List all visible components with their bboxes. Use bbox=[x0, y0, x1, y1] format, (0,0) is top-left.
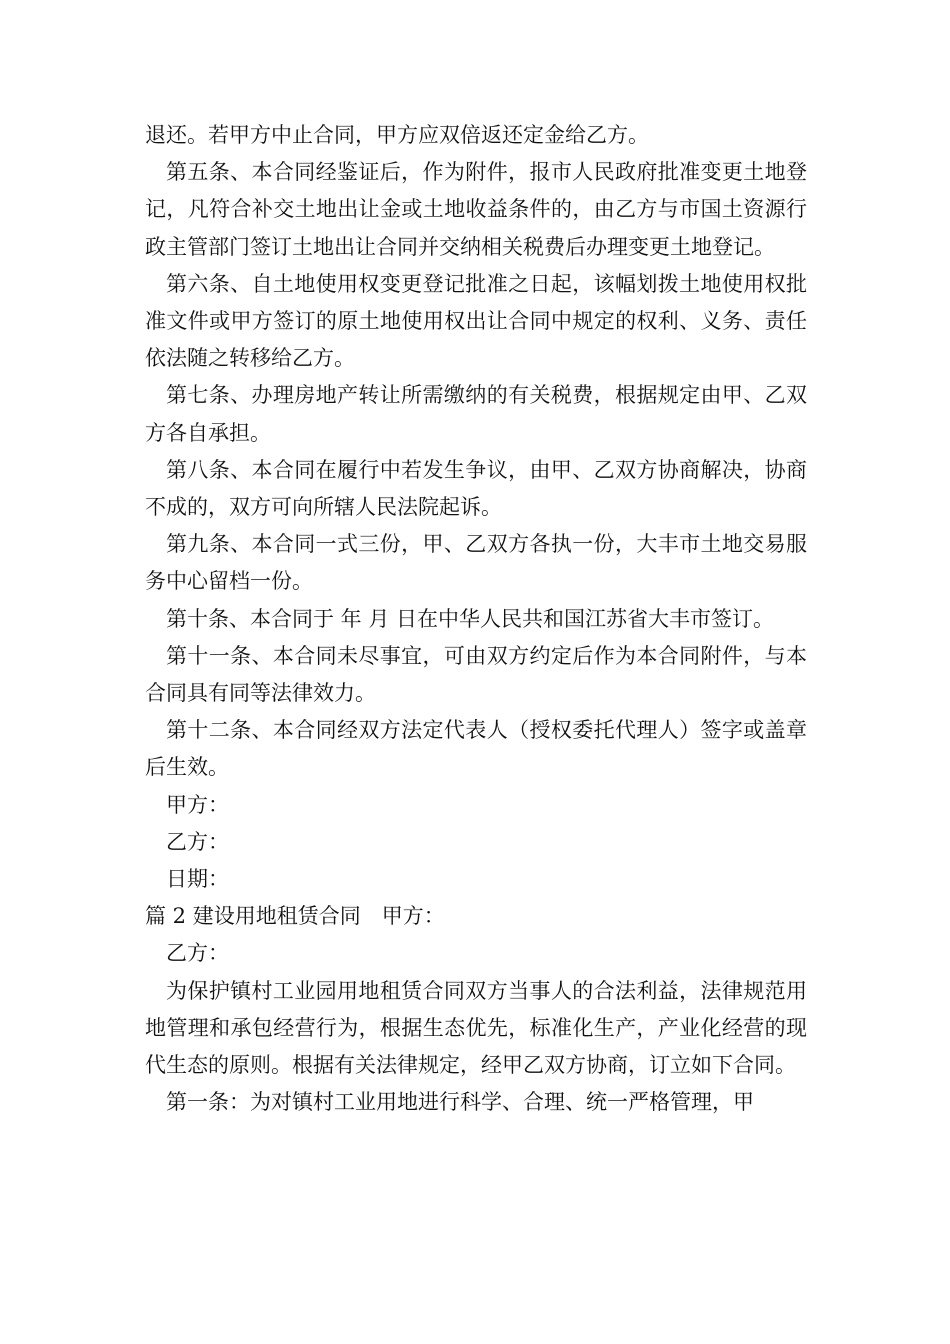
paragraph-1: 退还。若甲方中止合同，甲方应双倍返还定金给乙方。 bbox=[145, 123, 649, 147]
party-b-label: 乙方： bbox=[166, 829, 229, 854]
section-2-article-1: 第一条：为对镇村工业用地进行科学、合理、统一严格管理，甲 bbox=[166, 1090, 754, 1115]
paragraph-article-8: 第八条、本合同在履行中若发生争议，由甲、乙双方协商解决，协商不成的，双方可向所辖人民法院起诉。 bbox=[145, 457, 807, 520]
paragraph-article-9: 第九条、本合同一式三份，甲、乙双方各执一份，大丰市土地交易服务中心留档一份。 bbox=[145, 532, 807, 594]
date-label: 日期： bbox=[166, 867, 229, 892]
section-2-heading: 篇 2 建设用地租赁合同 甲方： bbox=[145, 904, 445, 929]
paragraph-article-11: 第十一条、本合同未尽事宜，可由双方约定后作为本合同附件，与本合同具有同等法律效力。 bbox=[145, 643, 807, 706]
paragraph-article-10: 第十条、本合同于 年 月 日在中华人民共和国江苏省大丰市签订。 bbox=[166, 606, 775, 631]
paragraph-article-12: 第十二条、本合同经双方法定代表人（授权委托代理人）签字或盖章后生效。 bbox=[145, 718, 807, 780]
document-page bbox=[145, 117, 807, 1121]
section-2-party-b-label: 乙方： bbox=[166, 941, 229, 966]
paragraph-article-6: 第六条、自土地使用权变更登记批准之日起，该幅划拨土地使用权批准文件或甲方签订的原土地使用权出让合同中规定的权利、义务、责任依法随之转移给乙方。 bbox=[145, 271, 807, 371]
paragraph-article-5: 第五条、本合同经鉴证后，作为附件，报市人民政府批准变更土地登记，凡符合补交土地出让金或土地收益条件的，由乙方与市国土资源行政主管部门签订土地出让合同并交纳相关税费后办理变更土地登记。 bbox=[145, 160, 807, 259]
section-2-preamble: 为保护镇村工业园用地租赁合同双方当事人的合法利益，法律规范用地管理和承包经营行为，根据生态优先，标准化生产，产业化经营的现代生态的原则。根据有关法律规定，经甲乙双方协商，订立如下合同。 bbox=[145, 978, 807, 1078]
paragraph-article-7: 第七条、办理房地产转让所需缴纳的有关税费，根据规定由甲、乙双方各自承担。 bbox=[145, 383, 807, 445]
party-a-label: 甲方： bbox=[166, 792, 229, 817]
